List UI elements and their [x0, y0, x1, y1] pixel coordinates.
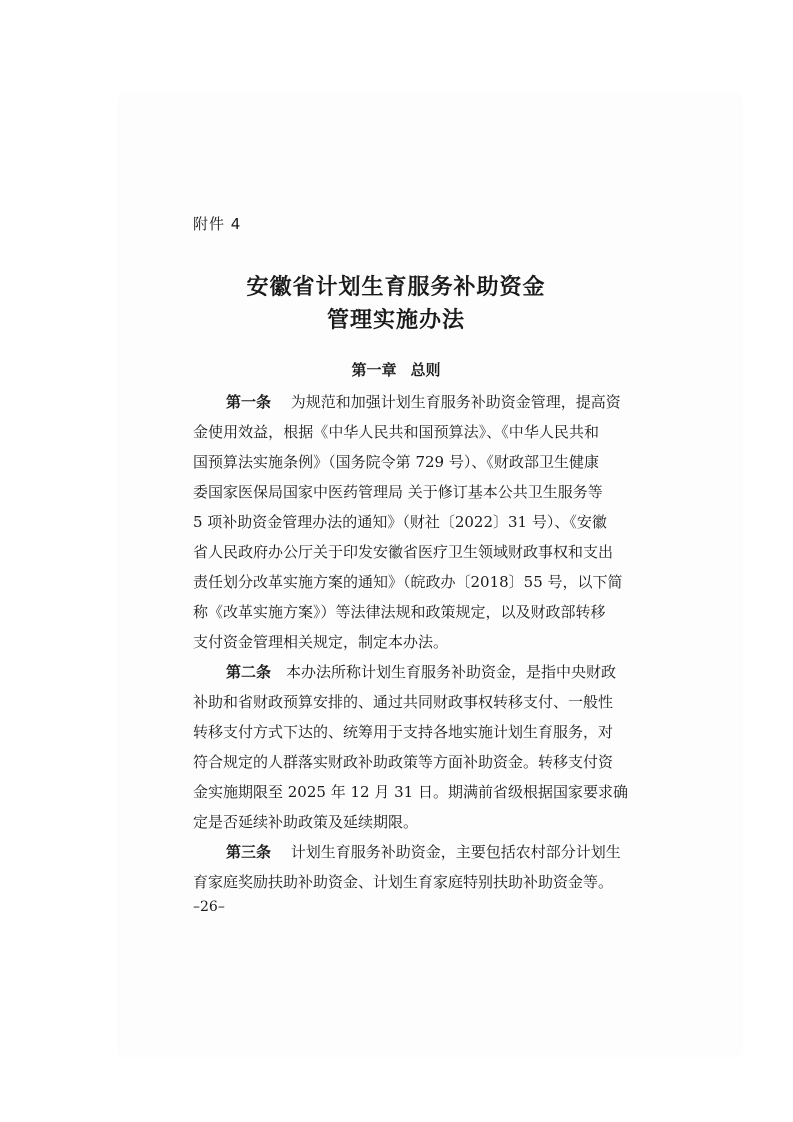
article-line: 第三条 计划生育服务补助资金，主要包括农村部分计划生: [226, 843, 621, 861]
document-title-line-1: 安徽省计划生育服务补助资金: [246, 275, 546, 300]
article-line: 称《改革实施方案》）等法律法规和政策规定，以及财政部转移: [193, 603, 606, 621]
article-line: 第一条 为规范和加强计划生育服务补助资金管理，提高资: [226, 393, 621, 411]
article-label: 第一条: [226, 393, 272, 411]
article-line: 责任划分改革实施方案的通知》（皖政办〔2018〕55 号，以下简: [193, 573, 623, 591]
article-line: 支付资金管理相关规定，制定本办法。: [193, 633, 449, 651]
article-line: 转移支付方式下达的、统筹用于支持各地实施计划生育服务，对: [193, 723, 614, 741]
article-label: 第三条: [226, 843, 272, 861]
article-line: 5 项补助资金管理办法的通知》（财社〔2022〕31 号）、《安徽: [193, 513, 607, 531]
article-label: 第二条: [226, 663, 272, 681]
article-line: 委国家医保局国家中医药管理局 关于修订基本公共卫生服务等: [193, 483, 603, 501]
article-line: 国预算法实施条例》（国务院令第 729 号）、《财政部卫生健康: [193, 453, 599, 471]
chapter-number: 第一章: [351, 361, 397, 379]
chapter-name: 总则: [410, 361, 441, 379]
attachment-label: 附件 4: [193, 215, 242, 233]
article-line: 金实施期限至 2025 年 12 月 31 日。期满前省级根据国家要求确: [193, 783, 628, 801]
article-line: 育家庭奖励扶助补助资金、计划生育家庭特别扶助补助资金等。: [193, 873, 614, 891]
document-title-line-2: 管理实施办法: [326, 308, 465, 333]
article-line: 省人民政府办公厅关于印发安徽省医疗卫生领域财政事权和支出: [193, 543, 614, 561]
article-line: 金使用效益，根据《中华人民共和国预算法》、《中华人民共和: [193, 423, 599, 441]
page-number: –26–: [193, 899, 225, 915]
article-line: 第二条 本办法所称计划生育服务补助资金，是指中央财政: [226, 663, 617, 681]
chapter-heading: [193, 359, 599, 380]
article-line: 符合规定的人群落实财政补助政策等方面补助资金。转移支付资: [193, 753, 614, 771]
article-line: 定是否延续补助政策及延续期限。: [193, 813, 419, 831]
article-line: 补助和省财政预算安排的、通过共同财政事权转移支付、一般性: [193, 693, 614, 711]
